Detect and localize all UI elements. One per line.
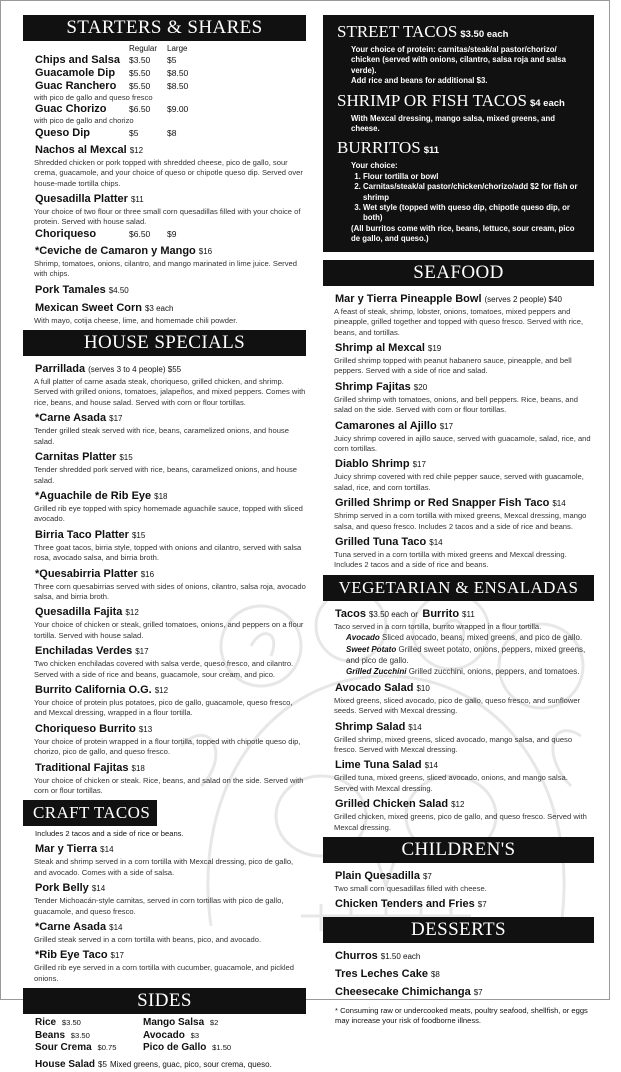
tacos-burritos-box [323, 15, 594, 252]
item-description: Tender Michoacán-style carnitas, served in corn tortillas with pico de gallo, guacamole, and queso fresco. [34, 896, 284, 916]
menu-item: Cheesecake Chimichanga $7 [335, 986, 483, 999]
menu-item: Shrimp al Mexcal $19 [335, 341, 442, 354]
item-description: Your choice of protein plus potatoes, pico de gallo, guacamole, queso fresco, and Mexcal dressing, wrapped in a flour tortilla. [34, 697, 293, 718]
menu-item: Traditional Fajitas $18 [35, 761, 145, 774]
side-item: Sour Crema $0.75 [35, 1042, 117, 1054]
item-description: Grilled tuna, mixed greens, sliced avocado, onions, and mango salsa. Served with Mexcal dressing. [334, 773, 568, 793]
item-description: Juicy shrimp covered with red chile pepper sauce, served with guacamole, salad, rice, and corn tortillas. [334, 472, 584, 492]
menu-item: Choriqueso Burrito $13 [35, 722, 153, 735]
item-description: Two small corn quesadillas filled with cheese. [334, 884, 487, 894]
veg-option: Avocado Sliced avocado, beans, mixed greens, and pico de gallo. [346, 633, 583, 643]
item-description: Your choice of two flour or three small corn quesadillas filled with your choice of protein. Served with house salad. [34, 207, 301, 227]
item-description: Mixed greens, sliced avocado, pico de gallo, queso fresco, and sunflower seeds. Served with Mexcal dressing. [334, 695, 581, 716]
menu-item: *Ceviche de Camaron y Mango $16 [35, 244, 213, 257]
side-item: Mango Salsa $2 [143, 1017, 219, 1029]
menu-item: Quesadilla Platter $11 [35, 193, 144, 206]
item-description: Shrimp, tomatoes, onions, cilantro, and mango marinated in lime juice. Served with chips. [34, 258, 297, 279]
menu-item: Guac Ranchero $5.50 $8.50 [35, 80, 189, 92]
side-item: Beans $3.50 [35, 1029, 90, 1041]
menu-item: *Rib Eye Taco $17 [35, 949, 124, 962]
item-description: With mayo, cotija cheese, lime, and homemade chili powder. [34, 315, 238, 325]
menu-item: Plain Quesadilla $7 [335, 870, 432, 883]
item-description: Grilled shrimp with tomatoes, onions, and bell peppers. Rice, beans, and salad on the side. Served with corn or flour tortillas. [334, 394, 578, 415]
item-description: with pico de gallo and chorizo [34, 116, 134, 126]
item-description: Grilled rib eye topped with spicy homemade aguachile sauce, topped with sliced avocado. [34, 503, 303, 524]
disclaimer: * Consuming raw or undercooked meats, poultry seafood, shellfish, or eggs may increase your risk of foodborne illness. [335, 1006, 588, 1026]
menu-item: Tres Leches Cake $8 [335, 968, 440, 981]
item-description: Grilled rib eye served in a corn tortilla with cucumber, guacamole, and pickled onions. [34, 963, 295, 983]
veg-option: Grilled Zucchini Grilled zucchini, onions, peppers, and tomatoes. [346, 667, 580, 677]
item-description: Shredded chicken or pork topped with shredded cheese, pico de gallo, sour crema, guacamole, and your choice of queso or chipotle queso dip. Served over house-made tortilla chips. [34, 157, 303, 188]
item-description: Tender shredded pork served with rice, beans, caramelized onions, and house salad. [34, 465, 297, 485]
menu-item: Choriqueso $6.50 $9 [35, 227, 177, 240]
craft-tacos-header: CRAFT TACOS [23, 800, 157, 826]
menu-item: Diablo Shrimp $17 [335, 458, 426, 471]
veg-option: Sweet Potato Grilled sweet potato, onions, peppers, mixed greens, and pico de gallo. [346, 644, 586, 665]
side-item: Pico de Gallo $1.50 [143, 1042, 232, 1054]
menu-item: Enchiladas Verdes $17 [35, 645, 149, 658]
item-description: Shrimp served in a corn tortilla with mixed greens, Mexcal dressing, mango salsa, and queso fresco. Includes 2 tacos and a side of rice and beans. [334, 511, 587, 531]
menu-item: Chips and Salsa $3.50 $5 [35, 54, 177, 66]
house-specials-header: HOUSE SPECIALS [23, 330, 306, 356]
burritos-title: BURRITOS $11 [337, 138, 440, 158]
menu-item: Guacamole Dip $5.50 $8.50 [35, 67, 189, 79]
sides-list [35, 1017, 306, 1054]
menu-item: Grilled Shrimp or Red Snapper Fish Taco $14 [335, 497, 566, 510]
menu-item: Pork Belly $14 [35, 882, 106, 895]
menu-item: Pork Tamales $4.50 [35, 283, 129, 296]
menu-item: Chicken Tenders and Fries $7 [335, 898, 487, 911]
left-column [23, 15, 306, 1072]
item-description: Your choice of chicken or steak, grilled tomatoes, onions, and peppers on a flour tortilla. Served with house salad. [34, 620, 304, 640]
item-description: Taco served in a corn tortilla, burrito wrapped in a flour tortilla. [334, 621, 542, 631]
menu-item: House Salad $5 Mixed greens, guac, pico, sour crema, queso. [35, 1059, 272, 1071]
menu-item: *Aguachile de Rib Eye $18 [35, 489, 168, 502]
item-description: A feast of steak, shrimp, lobster, onions, tomatoes, mixed peppers and pineapple, grilled together and topped with queso fresco. Served with rice, beans, and tortillas. [334, 306, 584, 337]
item-description: Tuna served in a corn tortilla with mixed greens and Mexcal dressing. Includes 2 tacos and a side of rice and beans. [334, 549, 567, 570]
shrimp-fish-tacos-title: SHRIMP OR FISH TACOS $4 each [337, 90, 565, 110]
side-item: Rice $3.50 [35, 1017, 81, 1029]
item-description: Tender grilled steak served with rice, beans, caramelized onions, and house salad. [34, 426, 289, 446]
desserts-header: DESSERTS [323, 917, 594, 943]
item-description: Grilled chicken, mixed greens, pico de gallo, and queso fresco. Served with Mexcal dressing. [334, 812, 587, 832]
menu-item: *Carne Asada $14 [35, 921, 123, 934]
menu-item: Guac Chorizo $6.50 $9.00 [35, 103, 189, 116]
menu-item: Mar y Tierra Pineapple Bowl (serves 2 people) $40 [335, 292, 562, 305]
menu-item: Quesadilla Fajita $12 [35, 606, 139, 619]
seafood-header: SEAFOOD [323, 260, 594, 286]
menu-item: Carnitas Platter $15 [35, 451, 133, 464]
menu-item: *Quesabirria Platter $16 [35, 567, 155, 580]
childrens-header: CHILDREN'S [323, 837, 594, 863]
menu-item: Lime Tuna Salad $14 [335, 759, 438, 772]
side-item: Avocado $3 [143, 1029, 200, 1041]
menu-item: Queso Dip $5 $8 [35, 126, 177, 139]
menu-item: Burrito California O.G. $12 [35, 683, 169, 696]
shrimp-fish-description: With Mexcal dressing, mango salsa, mixed greens, and cheese. [351, 113, 556, 134]
item-description: Two chicken enchiladas covered with salsa verde, queso fresco, and cilantro. Served with a side of rice and beans, guacamole, sour cream, and pico. [34, 659, 294, 679]
menu-item: Shrimp Fajitas $20 [335, 380, 428, 393]
item-description: Grilled steak served in a corn tortilla with beans, pico, and avocado. [34, 935, 262, 945]
item-description: Grilled shrimp topped with peanut habanero sauce, pineapple, and bell peppers. Served with a side of rice and salad. [334, 355, 572, 376]
menu-item: Mar y Tierra $14 [35, 843, 114, 856]
vegetarian-header: VEGETARIAN & ENSALADAS [323, 575, 594, 601]
menu-item: Mexican Sweet Corn $3 each [35, 301, 174, 314]
menu-item: Shrimp Salad $14 [335, 720, 422, 733]
item-description: Steak and shrimp served in a corn tortilla with Mexcal dressing, pico de gallo, and avocado. Comes with a side of salsa. [34, 857, 294, 877]
menu-item: Avocado Salad $10 [335, 681, 430, 694]
menu-item: Camarones al Ajillo $17 [335, 419, 454, 432]
menu-item: Grilled Chicken Salad $12 [335, 798, 465, 811]
item-description: Three goat tacos, birria style, topped with onions and cilantro, served with salsa rosa, avocado salsa, and birria broth. [34, 542, 302, 563]
item-description: Grilled shrimp, mixed greens, sliced avocado, mango salsa, and queso fresco. Served with Mexcal dressing. [334, 734, 573, 755]
item-description: with pico de gallo and queso fresco [34, 93, 153, 102]
item-description: Your choice of protein wrapped in a flour tortilla, topped with chipotle queso dip, chorizo, pico de gallo, and queso fresco. [34, 736, 301, 757]
street-tacos-description: Your choice of protein: carnitas/steak/al pastor/chorizo/ chicken (served with onions, cilantro, salsa roja and salsa verde). Add rice and beans for additional $3. [351, 45, 566, 86]
menu-item: *Carne Asada $17 [35, 412, 123, 425]
street-tacos-title: STREET TACOS $3.50 each [337, 22, 509, 41]
item-description: Three corn quesabirrias served with sides of onions, cilantro, salsa roja, avocado salsa, and birria broth. [34, 581, 306, 601]
right-column [323, 15, 594, 1026]
starters-header: STARTERS & SHARES [23, 15, 306, 41]
burritos-description: Your choice: 1. Flour tortilla or bowl 2. Carnitas/steak/al pastor/chicken/chorizo/add $2 for fish or shrimp 3. Wet style (topped with queso dip, chipotle queso dip, or both) (All burritos come with rice, beans, lettuce, sour cream, pico de gallo, and queso.) [351, 161, 582, 244]
burrito-steps: 1. Flour tortilla or bowl 2. Carnitas/steak/al pastor/chicken/chorizo/add $2 for fish or shrimp 3. Wet style (topped with queso dip, chipotle queso dip, or both) [363, 172, 582, 224]
menu-item: Birria Taco Platter $15 [35, 528, 146, 541]
menu-item: Nachos al Mexcal $12 [35, 143, 144, 156]
sides-header: SIDES [23, 988, 306, 1014]
item-description: Juicy shrimp covered in ajillo sauce, served with guacamole, salad, rice, and corn tortillas. [334, 433, 591, 453]
item-description: A full platter of carne asada steak, choriqueso, grilled chicken, and shrimp. Served with grilled onions, tomatoes, jalapeños, and mixed peppers. Comes with rice, beans, and house salad. Served with corn or flour tortillas. [34, 377, 306, 407]
menu-item: Churros $1.50 each [335, 950, 421, 963]
craft-tacos-note: Includes 2 tacos and a side of rice or beans. [35, 829, 184, 839]
size-headings: Regular Large [129, 44, 188, 53]
item-description: Your choice of chicken or steak. Rice, beans, and salad on the side. Served with corn or flour tortillas. [34, 775, 304, 795]
menu-item: Parrillada (serves 3 to 4 people) $55 [35, 363, 182, 376]
menu-item: Tacos $3.50 each or Burrito $11 [335, 607, 475, 620]
menu-item: Grilled Tuna Taco $14 [335, 535, 443, 548]
